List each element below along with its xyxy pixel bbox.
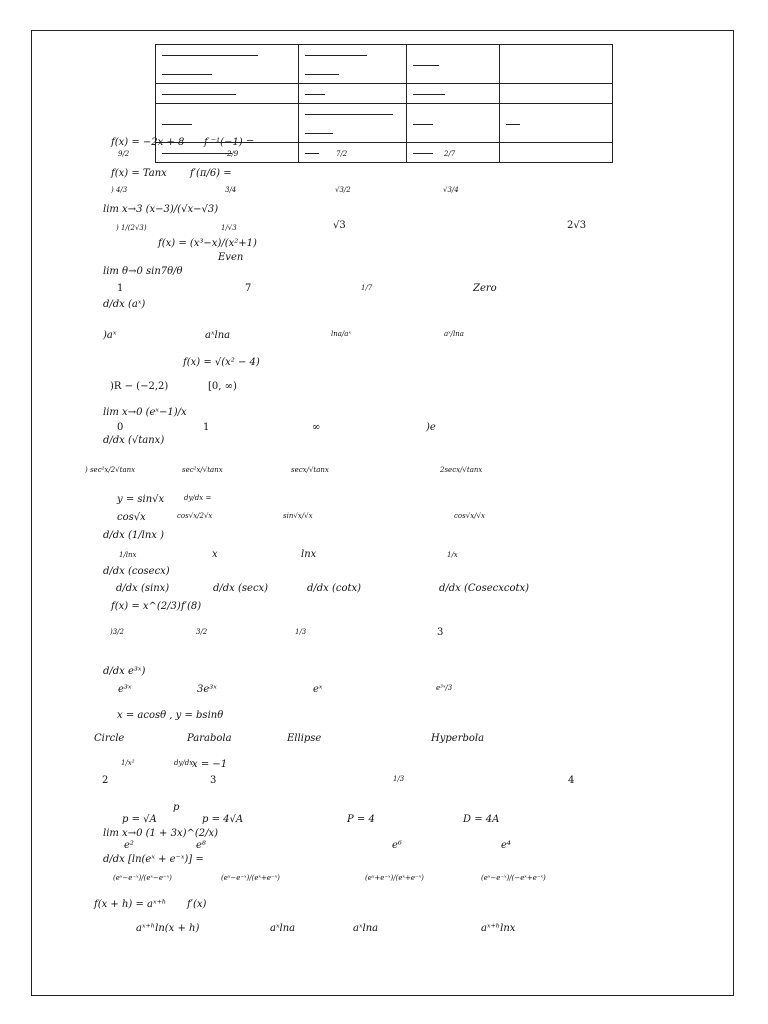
option-3d: 2√3 — [567, 220, 587, 231]
option-11a: 1/lnx — [119, 551, 137, 559]
option-8c: ∞ — [312, 422, 321, 433]
question-13-part: f′(8) — [181, 601, 202, 612]
question-1-part: f ⁻¹(−1) = — [204, 137, 255, 148]
option-19b: (eˣ−e⁻ˣ)/(eˣ+e⁻ˣ) — [221, 874, 280, 882]
option-3c: √3 — [333, 220, 346, 231]
option-16d: 4 — [568, 775, 575, 786]
question-2-part: f′(π/6) = — [190, 168, 232, 179]
option-16c: 1/3 — [393, 775, 405, 783]
question-6: d/dx (aˣ) — [103, 299, 146, 310]
option-3a: ) 1/(2√3) — [116, 224, 147, 232]
question-12: d/dx (cosecx) — [103, 566, 170, 577]
option-3b: 1/√3 — [221, 224, 237, 232]
question-5: lim θ→0 sin7θ/θ — [103, 266, 183, 277]
option-18d: e⁴ — [501, 840, 511, 851]
option-6d: aˣ/lna — [444, 330, 464, 338]
option-9b: sec²x/√tanx — [182, 466, 223, 474]
option-8a: 0 — [117, 422, 124, 433]
question-2: f(x) = Tanx — [111, 168, 167, 179]
option-11b: x — [212, 549, 218, 560]
option-7b: [0, ∞) — [208, 381, 237, 392]
option-10b: cos√x/2√x — [177, 512, 213, 520]
option-5a: 1 — [117, 283, 124, 294]
option-19d: (eˣ−e⁻ˣ)/(−eˣ+e⁻ˣ) — [481, 874, 546, 882]
option-2d: √3/4 — [443, 186, 459, 194]
option-20a: aˣ⁺ʰln(x + h) — [136, 923, 200, 934]
question-10-part: dy/dx = — [184, 494, 212, 502]
option-7a: )R − (−2,2) — [110, 381, 169, 392]
option-12d: d/dx (Cosecxcotx) — [439, 583, 530, 594]
option-15b: Parabola — [187, 733, 232, 744]
question-4: f(x) = (x³−x)/(x²+1) — [158, 238, 257, 249]
option-1c: 7/2 — [336, 150, 348, 158]
table-row — [156, 84, 613, 104]
option-15a: Circle — [94, 733, 125, 744]
question-19: d/dx [ln(eˣ + e⁻ˣ)] = — [103, 854, 204, 865]
question-18: lim x→0 (1 + 3x)^(2/x) — [103, 828, 219, 839]
option-14b: 3e³ˣ — [197, 684, 217, 695]
option-17c: P = 4 — [347, 814, 375, 825]
option-1a: 9/2 — [118, 150, 130, 158]
question-16-part-c: x = −1 — [192, 759, 228, 770]
option-9a: ) sec²x/2√tanx — [85, 466, 136, 474]
option-10c: sin√x/√x — [283, 512, 313, 520]
option-15c: Ellipse — [287, 733, 322, 744]
option-2b: 3/4 — [225, 186, 237, 194]
option-10a: cos√x — [117, 512, 146, 523]
option-4a: Even — [218, 252, 244, 263]
option-2c: √3/2 — [335, 186, 351, 194]
question-14: d/dx e³ˣ) — [103, 666, 146, 677]
question-9: d/dx (√tanx) — [103, 435, 165, 446]
question-3: lim x→3 (x−3)/(√x−√3) — [103, 204, 219, 215]
question-7: f(x) = √(x² − 4) — [183, 357, 260, 368]
option-20d: aˣ⁺ʰlnx — [481, 923, 516, 934]
question-1: f(x) = −2x + 8 — [111, 137, 185, 148]
question-15: x = acosθ , y = bsinθ — [117, 710, 224, 721]
option-5b: 7 — [245, 283, 252, 294]
option-20c: aˣlna — [353, 923, 379, 934]
option-17d: D = 4A — [463, 814, 500, 825]
option-12a: d/dx (sinx) — [116, 583, 170, 594]
option-9c: secx/√tanx — [291, 466, 329, 474]
option-8b: 1 — [203, 422, 210, 433]
option-14d: e³ˣ/3 — [436, 684, 453, 692]
option-13d: 3 — [437, 627, 444, 638]
option-13b: 3/2 — [196, 628, 208, 636]
option-18a: e² — [124, 840, 134, 851]
option-19c: (eˣ+e⁻ˣ)/(eˣ+e⁻ˣ) — [365, 874, 424, 882]
option-16b: 3 — [210, 775, 217, 786]
option-13c: 1/3 — [295, 628, 307, 636]
option-18b: e⁸ — [196, 840, 206, 851]
option-19a: (eˣ−e⁻ˣ)/(eˣ−e⁻ˣ) — [113, 874, 172, 882]
option-11d: 1/x — [447, 551, 458, 559]
question-20: f(x + h) = aˣ⁺ʰ — [94, 899, 167, 910]
option-12b: d/dx (secx) — [213, 583, 269, 594]
question-17: p — [173, 802, 180, 813]
option-13a: )3/2 — [110, 628, 124, 636]
option-14c: eˣ — [313, 684, 323, 695]
option-17a: p = √A — [122, 814, 157, 825]
question-16-part-b: dy/dx — [174, 759, 194, 767]
question-10: y = sin√x — [117, 494, 165, 505]
option-17b: p = 4√A — [202, 814, 244, 825]
option-5d: Zero — [473, 283, 497, 294]
option-9d: 2secx/√tanx — [440, 466, 483, 474]
question-11: d/dx (1/lnx ) — [103, 530, 164, 541]
option-10d: cos√x/√x — [454, 512, 485, 520]
option-12c: d/dx (cotx) — [307, 583, 362, 594]
option-14a: e³ˣ — [118, 684, 132, 695]
option-11c: lnx — [301, 549, 317, 560]
option-6b: aˣlna — [205, 330, 231, 341]
option-20b: aˣlna — [270, 923, 296, 934]
table-row — [156, 45, 613, 84]
option-6a: )aˣ — [103, 330, 117, 341]
option-18c: e⁶ — [392, 840, 402, 851]
option-15d: Hyperbola — [431, 733, 485, 744]
question-16-part-a: 1/x² — [121, 759, 135, 767]
option-16a: 2 — [102, 775, 109, 786]
option-8d: )e — [426, 422, 436, 433]
question-13: f(x) = x^(2/3) — [111, 601, 181, 612]
option-2a: ) 4/3 — [111, 186, 128, 194]
option-6c: lna/aˣ — [331, 330, 351, 338]
option-1d: 2/7 — [444, 150, 456, 158]
question-8: lim x→0 (eˣ−1)/x — [103, 407, 187, 418]
question-20-part: f′(x) — [187, 899, 207, 910]
option-1b: 2/9 — [227, 150, 239, 158]
option-5c: 1/7 — [361, 284, 373, 292]
